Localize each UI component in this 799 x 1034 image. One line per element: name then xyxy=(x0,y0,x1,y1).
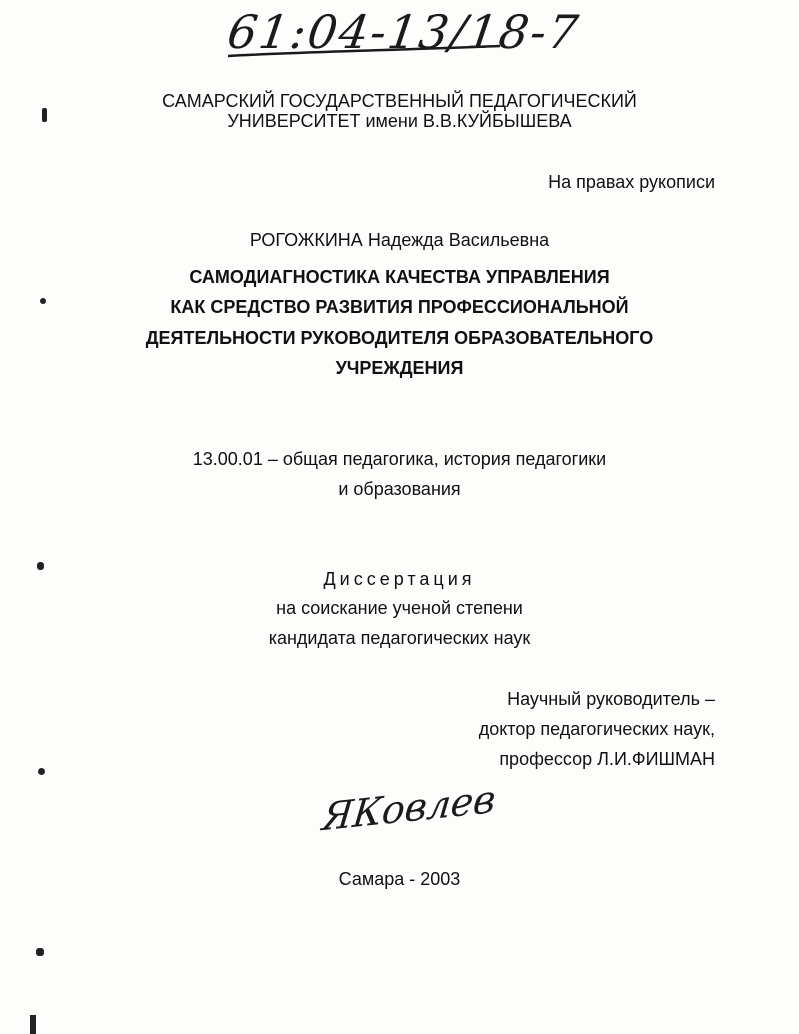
supervisor-line-1: Научный руководитель – xyxy=(507,689,715,709)
title-line-3: ДЕЯТЕЛЬНОСТИ РУКОВОДИТЕЛЯ ОБРАЗОВАТЕЛЬНОГО xyxy=(145,328,654,348)
title-line-4: УЧРЕЖДЕНИЯ xyxy=(335,358,464,378)
supervisor-line-2: доктор педагогических наук, xyxy=(478,719,715,739)
university-line-1: САМАРСКИЙ ГОСУДАРСТВЕННЫЙ ПЕДАГОГИЧЕСКИЙ xyxy=(162,91,637,111)
author-name: РОГОЖКИНА Надежда Васильевна xyxy=(249,230,550,250)
archive-code-underline xyxy=(0,0,799,80)
signature: ЯКовлев xyxy=(320,776,498,840)
degree-line-1: на соискание ученой степени xyxy=(276,598,523,618)
scan-artifact xyxy=(30,1015,36,1034)
manuscript-rights: На правах рукописи xyxy=(548,172,715,192)
dissertation-heading: Диссертация xyxy=(323,569,476,589)
degree-line-2: кандидата педагогических наук xyxy=(268,628,531,648)
university-line-2: УНИВЕРСИТЕТ имени В.В.КУЙБЫШЕВА xyxy=(227,111,572,131)
scan-artifact xyxy=(36,948,44,956)
archive-code-handwritten: 61:04-13/18-7 xyxy=(224,5,584,59)
specialty-line-2: и образования xyxy=(338,479,461,499)
specialty-line-1: 13.00.01 – общая педагогика, история педагогики xyxy=(192,449,607,469)
title-line-1: САМОДИАГНОСТИКА КАЧЕСТВА УПРАВЛЕНИЯ xyxy=(189,267,610,287)
title-line-2: КАК СРЕДСТВО РАЗВИТИЯ ПРОФЕССИОНАЛЬНОЙ xyxy=(170,297,629,317)
supervisor-line-3: профессор Л.И.ФИШМАН xyxy=(499,749,715,769)
scan-artifact xyxy=(38,768,45,775)
city-year: Самара - 2003 xyxy=(338,869,461,889)
